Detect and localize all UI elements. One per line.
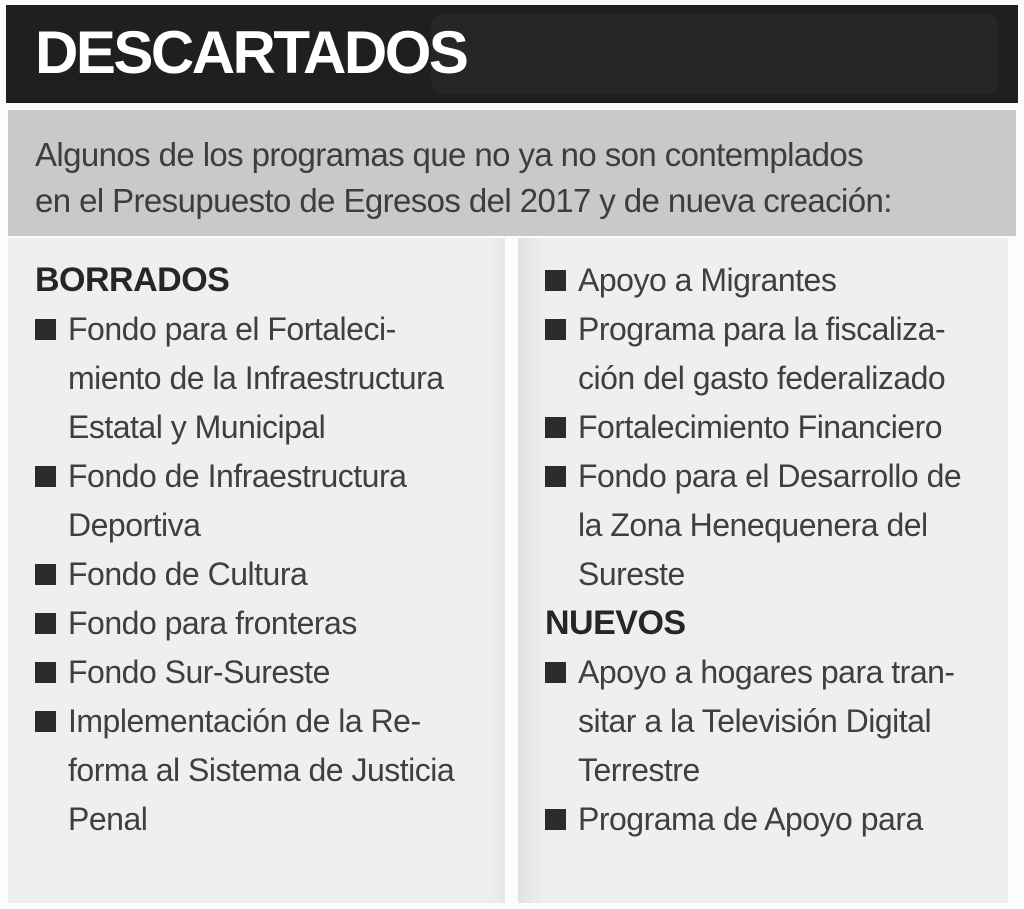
columns-container <box>8 238 1008 903</box>
entry-lines <box>578 648 1008 795</box>
item-line: Fondo para el Desarrollo de <box>578 458 962 494</box>
list-entry <box>545 599 1008 648</box>
entry-lines <box>35 256 505 305</box>
item-line: Fortalecimiento Financiero <box>578 409 943 445</box>
entry-lines <box>578 452 1008 599</box>
entry-lines <box>578 403 1008 452</box>
item-line: Fondo para el Fortaleci- <box>68 311 396 347</box>
black-square-bullet-icon <box>545 662 566 683</box>
list-entry <box>545 305 1008 403</box>
section-heading: BORRADOS <box>35 261 230 299</box>
item-line: miento de la Infraestructura <box>68 360 444 396</box>
list-entry <box>545 452 1008 599</box>
black-square-bullet-icon <box>35 466 56 487</box>
item-line: sitar a la Televisión Digital <box>578 703 932 739</box>
item-line: Terrestre <box>578 752 700 788</box>
entry-lines <box>578 305 1008 403</box>
item-line: ción del gasto federalizado <box>578 360 946 396</box>
list-entry <box>35 452 505 550</box>
item-line: Penal <box>68 801 148 837</box>
list-entry <box>35 550 505 599</box>
entry-lines <box>578 795 1008 844</box>
entry-lines <box>68 648 505 697</box>
item-line: Programa para la fiscaliza- <box>578 311 946 347</box>
black-square-bullet-icon <box>35 319 56 340</box>
item-line: Estatal y Municipal <box>68 409 326 445</box>
entry-lines <box>68 305 505 452</box>
list-entry <box>545 648 1008 795</box>
item-line: Fondo para fronteras <box>68 605 357 641</box>
black-square-bullet-icon <box>545 466 566 487</box>
header-glow-decoration <box>431 14 998 94</box>
black-square-bullet-icon <box>35 613 56 634</box>
black-square-bullet-icon <box>545 319 566 340</box>
list-entry <box>35 599 505 648</box>
entry-lines <box>68 452 505 550</box>
column-right <box>518 238 1008 903</box>
item-line: Implementación de la Re- <box>68 703 421 739</box>
black-square-bullet-icon <box>545 809 566 830</box>
subtitle-line: Algunos de los programas que no ya no son contemplados <box>35 136 863 173</box>
section-heading: NUEVOS <box>545 604 686 642</box>
entry-lines <box>68 697 505 844</box>
list-entry <box>545 256 1008 305</box>
column-left <box>8 238 505 903</box>
item-line: Apoyo a hogares para tran- <box>578 654 955 690</box>
item-line: Programa de Apoyo para <box>578 801 923 837</box>
item-line: la Zona Henequenera del <box>578 507 928 543</box>
black-square-bullet-icon <box>35 711 56 732</box>
item-line: Deportiva <box>68 507 201 543</box>
entry-lines <box>68 550 505 599</box>
list-entry <box>545 403 1008 452</box>
black-square-bullet-icon <box>35 662 56 683</box>
list-entry <box>35 305 505 452</box>
list-entry <box>35 648 505 697</box>
list-entry <box>35 697 505 844</box>
subtitle-line: en el Presupuesto de Egresos del 2017 y de nueva creación: <box>35 182 892 219</box>
page-title: DESCARTADOS <box>35 18 467 86</box>
item-line: Fondo de Infraestructura <box>68 458 407 494</box>
entry-lines <box>68 599 505 648</box>
subtitle-band <box>8 110 1016 236</box>
black-square-bullet-icon <box>545 417 566 438</box>
list-entry <box>545 795 1008 844</box>
item-line: Fondo de Cultura <box>68 556 308 592</box>
black-square-bullet-icon <box>545 270 566 291</box>
item-line: forma al Sistema de Justicia <box>68 752 455 788</box>
list-entry <box>35 256 505 305</box>
item-line: Fondo Sur-Sureste <box>68 654 330 690</box>
header-bar <box>6 5 1018 103</box>
entry-lines <box>545 599 1008 648</box>
black-square-bullet-icon <box>35 564 56 585</box>
entry-lines <box>578 256 1008 305</box>
item-line: Apoyo a Migrantes <box>578 262 837 298</box>
item-line: Sureste <box>578 556 685 592</box>
